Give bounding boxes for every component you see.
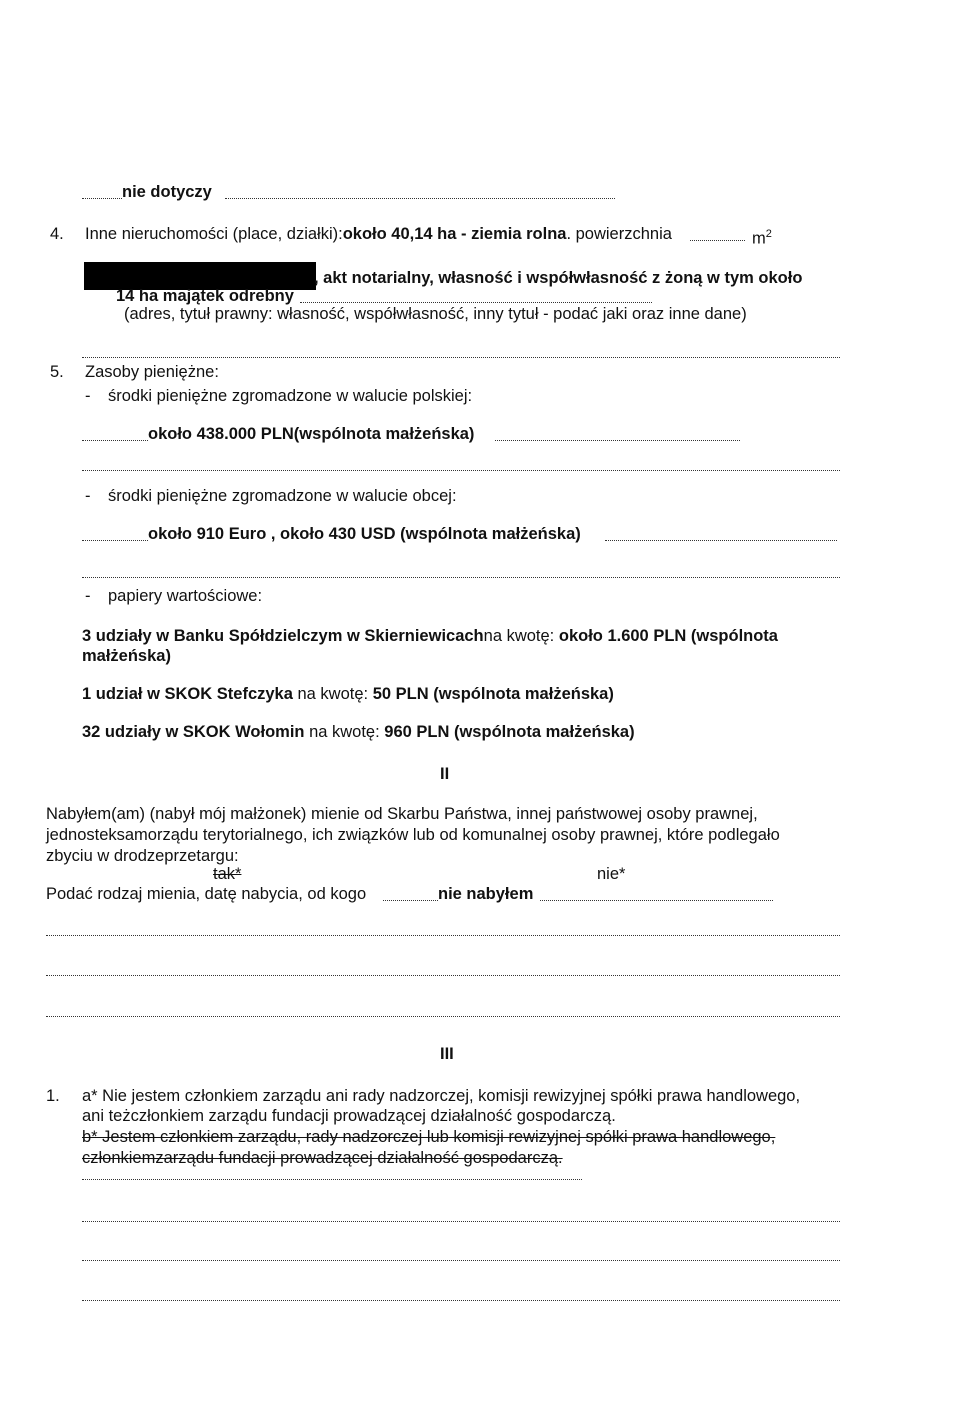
item-4-line2: , akt notarialny, własność i współwłasność z żoną w tym około — [314, 269, 803, 287]
dash-marker: - — [85, 387, 91, 405]
question-text: Podać rodzaj mienia, datę nabycia, od kogo — [46, 885, 367, 903]
item-4-line1 — [85, 224, 672, 244]
dotted-leader — [690, 240, 745, 241]
dotted-line — [46, 1016, 840, 1017]
sec1-amount: około 1.600 PLN (wspólnota — [558, 627, 778, 645]
section-2-heading: II — [440, 765, 450, 783]
option-b-line2: członkiemzarządu fundacji prowadzącej działalność gospodarczą. — [82, 1149, 563, 1167]
dotted-leader — [383, 900, 438, 901]
item-4-label: Inne nieruchomości (place, działki): — [85, 225, 343, 243]
dotted-line — [82, 1300, 840, 1301]
sec3-name: 32 udziały w SKOK Wołomin — [82, 723, 305, 741]
dotted-leader — [300, 302, 652, 303]
securities-line3 — [82, 722, 635, 742]
foreign-value: około 910 Euro , około 430 USD (wspólnota małżeńska) — [148, 525, 581, 543]
pln-label: środki pieniężne zgromadzone w walucie polskiej: — [108, 387, 473, 405]
sec2-amount-label: na kwotę: — [292, 685, 373, 703]
unit-sup: 2 — [765, 228, 772, 240]
item-5-number: 5. — [50, 363, 64, 381]
nie-dotyczy-text: nie dotyczy — [122, 183, 212, 201]
acquisition-question — [46, 884, 366, 904]
sec3-amount: 960 PLN (wspólnota małżeńska) — [384, 723, 635, 741]
dash-marker: - — [85, 587, 91, 605]
securities-line2 — [82, 684, 614, 704]
dash-marker: - — [85, 487, 91, 505]
section-2-para-line2: jednosteksamorządu terytorialnego, ich związków lub od komunalnej osoby prawnej, które podlegało — [46, 826, 780, 844]
dotted-line — [82, 357, 840, 358]
foreign-label: środki pieniężne zgromadzone w walucie obcej: — [108, 487, 457, 505]
section-2-para-line3: zbyciu w drodzeprzetargu: — [46, 847, 239, 865]
dotted-line — [82, 1179, 582, 1180]
item-5-title: Zasoby pieniężne: — [85, 363, 219, 381]
item-4-line4: (adres, tytuł prawny: własność, współwłasność, inny tytuł - podać jaki oraz inne dane) — [124, 305, 747, 323]
section-2-para-line1: Nabyłem(am) (nabył mój małżonek) mienie od Skarbu Państwa, innej państwowej osoby prawnej, — [46, 805, 758, 823]
securities-label: papiery wartościowe: — [108, 587, 263, 605]
sec3-amount-label: na kwotę: — [304, 723, 385, 741]
dotted-leader — [82, 198, 122, 199]
securities-line1 — [82, 626, 778, 646]
dotted-leader — [605, 540, 837, 541]
pln-value: około 438.000 PLN(wspólnota małżeńska) — [148, 425, 475, 443]
dotted-leader — [82, 540, 148, 541]
option-tak: tak* — [213, 865, 242, 883]
sec1-amount-label: na kwotę: — [483, 627, 559, 645]
item-4-line3: 14 ha majątek odrebny — [116, 287, 294, 305]
dotted-leader — [495, 440, 740, 441]
option-a-line2: ani teżczłonkiem zarządu fundacji prowadzącej działalność gospodarczą. — [82, 1107, 616, 1125]
dotted-leader — [540, 900, 773, 901]
item-4-number: 4. — [50, 225, 64, 243]
dotted-leader — [82, 440, 148, 441]
dotted-line — [46, 935, 840, 936]
option-b-line1: b* Jestem członkiem zarządu, rady nadzorczej lub komisji rewizyjnej spółki prawa handlowego, — [82, 1128, 776, 1146]
option-a-line1: a* Nie jestem członkiem zarządu ani rady nadzorczej, komisji rewizyjnej spółki prawa handlowego, — [82, 1087, 801, 1105]
unit-text: m — [752, 229, 766, 248]
dotted-line — [82, 1221, 840, 1222]
dotted-leader — [225, 198, 615, 199]
item-4-value: około 40,14 ha - ziemia rolna — [342, 225, 567, 243]
section-3-number: 1. — [46, 1087, 60, 1105]
dotted-line — [82, 577, 840, 578]
area-unit — [752, 224, 772, 249]
sec2-name: 1 udział w SKOK Stefczyka — [82, 685, 293, 703]
section-3-heading: III — [440, 1045, 454, 1063]
sec1-ownership: małżeńska) — [82, 647, 171, 665]
item-4-area-label: . powierzchnia — [566, 225, 672, 243]
dotted-line — [82, 1260, 840, 1261]
sec2-amount: 50 PLN (wspólnota małżeńska) — [372, 685, 614, 703]
dotted-line — [82, 470, 840, 471]
option-nie: nie* — [597, 865, 626, 883]
dotted-line — [46, 975, 840, 976]
sec1-name: 3 udziały w Banku Spółdzielczym w Skierniewicach — [82, 627, 484, 645]
acquisition-answer: nie nabyłem — [438, 885, 534, 903]
